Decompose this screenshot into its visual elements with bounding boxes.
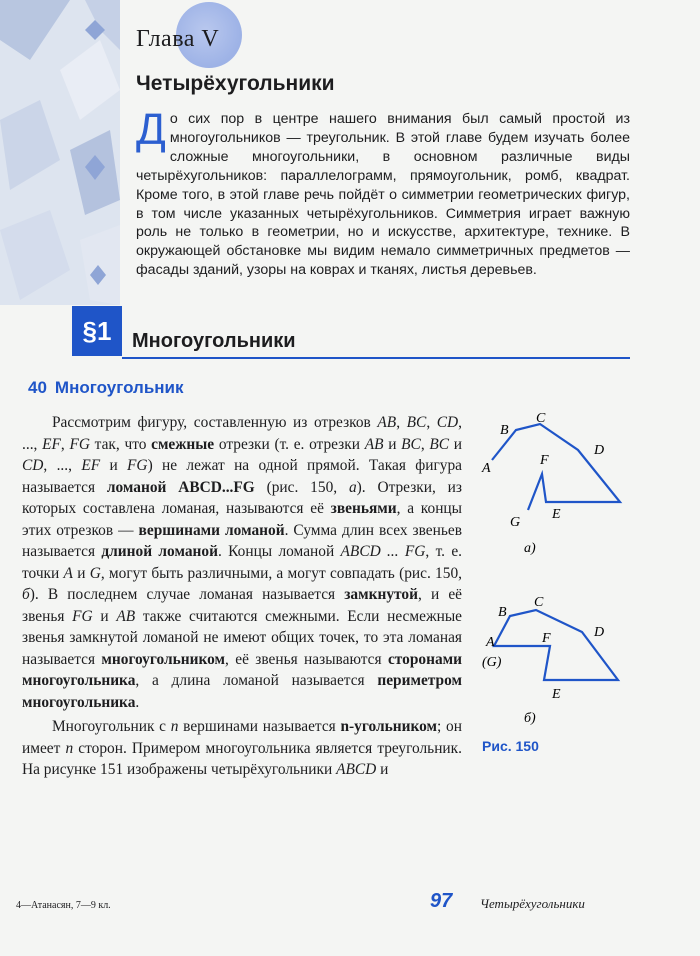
text-run: . bbox=[135, 693, 140, 711]
polygon-closed bbox=[494, 610, 618, 680]
text-run: отрезки (т. е. отрезки bbox=[214, 435, 365, 453]
text-run: так, что bbox=[89, 435, 152, 453]
text-run: AB bbox=[377, 414, 397, 431]
running-title: Четырёхугольники bbox=[480, 896, 585, 911]
text-run: ). Отрезки, из которых составлена ломаная, называются её bbox=[22, 478, 462, 517]
text-run: BC bbox=[406, 414, 427, 431]
text-run: а bbox=[348, 478, 357, 496]
text-run: FG bbox=[127, 457, 148, 474]
text-run: также считаются смежными. Если несмежные звенья замкнутой ломаной не имеют общих точек, то эта ломаная называется bbox=[22, 607, 462, 668]
text-run: AB bbox=[116, 607, 136, 625]
text-run: G bbox=[89, 564, 101, 582]
text-run: , могут быть различными, а могут совпадать (рис. 150, bbox=[100, 564, 462, 582]
decorative-ornament bbox=[0, 0, 120, 305]
text-run: и bbox=[376, 761, 389, 778]
text-run: , bbox=[420, 435, 430, 453]
text-run: BC bbox=[401, 435, 421, 453]
text-run: ) не лежат на одной прямой. Такая фигура называется bbox=[22, 457, 462, 496]
text-run: , и её звенья bbox=[22, 586, 462, 625]
fig-a-label-B: B bbox=[500, 423, 509, 438]
text-run: замкнутой bbox=[344, 586, 418, 603]
fig-b-label-A: A bbox=[486, 635, 495, 650]
figure-caption: Рис. 150 bbox=[482, 738, 539, 754]
text-run: и bbox=[100, 457, 128, 474]
text-run: сторон. Примером многоугольника является треугольник. На рисунке 151 изображены четырёхугольники bbox=[22, 739, 462, 778]
text-run: и bbox=[449, 435, 462, 453]
fig-a-sublabel: а) bbox=[524, 541, 536, 556]
intro-dropcap: Д bbox=[136, 105, 166, 154]
intro-text: о сих пор в центре нашего внимания был самый простой из многоугольников — треугольник. В этой главе будем изучать более сложные многоугольники, в основном различные виды четырёхугольников: параллелограмм, прямоугольник, ромб, квадрат. Кроме того, в этой главе речь пойдёт о симметрии геометрических фигур, в том числе указанных четырёхугольников. Симметрия играет важную роль не только в геометрии, но и искусстве, архитектуре, технике. В окружающей обстановке мы видим немало симметричных предметов — фасады зданий, узоры на коврах и тканях, листья деревьев. bbox=[136, 111, 630, 279]
body-paragraph-2 bbox=[22, 716, 462, 781]
text-run: Многоугольник с bbox=[52, 718, 171, 735]
text-run: ломаной ABCD...FG bbox=[106, 478, 255, 496]
fig-b-label-D: D bbox=[594, 625, 605, 640]
body-paragraph-1 bbox=[22, 412, 462, 713]
chapter-title: Четырёхугольники bbox=[136, 72, 335, 95]
page-number: 97 bbox=[430, 890, 453, 912]
text-run: n bbox=[65, 739, 74, 757]
fig-b-label-B: B bbox=[498, 605, 507, 620]
fig-b-sublabel: б) bbox=[524, 711, 536, 726]
section-badge: §1 bbox=[72, 306, 122, 356]
text-run: , ..., bbox=[43, 457, 82, 474]
text-run: многоугольником bbox=[101, 650, 226, 668]
text-run: (рис. 150, bbox=[254, 478, 349, 496]
text-run: ABCD ... FG bbox=[340, 543, 426, 560]
fig-b-label-C: C bbox=[534, 595, 544, 610]
text-run: , а концы этих отрезков — bbox=[22, 500, 463, 539]
text-run: , её звенья называются bbox=[225, 650, 388, 668]
text-run: EF bbox=[81, 457, 101, 474]
fig-b-label-G: (G) bbox=[482, 655, 502, 670]
text-run: n bbox=[170, 718, 179, 735]
chapter-intro bbox=[136, 105, 630, 280]
text-run: , ..., bbox=[22, 414, 462, 453]
text-run: вершинами ломаной bbox=[138, 521, 285, 539]
paragraph-title: Многоугольник bbox=[54, 378, 184, 397]
text-run: CD bbox=[436, 414, 459, 431]
text-run: вершинами называется bbox=[178, 718, 341, 735]
text-run: CD bbox=[22, 457, 44, 474]
text-run: сторонами многоугольника bbox=[22, 650, 462, 689]
fig-b-label-F: F bbox=[542, 631, 551, 646]
text-run: FG bbox=[69, 435, 90, 453]
text-run: , bbox=[60, 435, 70, 453]
fig-a-label-C: C bbox=[536, 411, 546, 426]
section-title: Многоугольники bbox=[132, 330, 296, 352]
fig-a-label-F: F bbox=[540, 453, 549, 468]
text-run: AB bbox=[364, 435, 384, 453]
text-run: , bbox=[426, 414, 437, 431]
text-run: , а длина ломаной называется bbox=[135, 672, 378, 689]
fig-a-label-D: D bbox=[594, 443, 605, 458]
text-run: , т. е. точки bbox=[22, 543, 463, 582]
text-run: смежные bbox=[151, 435, 215, 453]
text-run: EF bbox=[42, 435, 61, 453]
body-text bbox=[22, 412, 462, 781]
text-run: , bbox=[396, 414, 407, 431]
text-run: и bbox=[72, 564, 90, 582]
text-run: BC bbox=[429, 435, 450, 453]
fig-b-label-E: E bbox=[552, 687, 561, 702]
text-run: длиной ломаной bbox=[101, 543, 218, 560]
text-run: и bbox=[383, 435, 402, 453]
fig-a-label-E: E bbox=[552, 507, 561, 522]
text-run: звеньями bbox=[330, 500, 397, 517]
paragraph-heading bbox=[28, 378, 184, 398]
fig-a-label-G: G bbox=[510, 515, 521, 530]
text-run: . Сумма длин всех звеньев называется bbox=[22, 521, 462, 560]
paragraph-number: 40 bbox=[28, 378, 47, 397]
text-run: ABCD bbox=[336, 761, 377, 778]
text-run: периметром многоугольника bbox=[22, 672, 462, 711]
text-run: б bbox=[22, 586, 30, 603]
text-run: ). В последнем случае ломаная называется bbox=[29, 586, 345, 603]
chapter-label: Глава V bbox=[136, 26, 220, 52]
text-run: . Концы ломаной bbox=[217, 543, 341, 560]
text-run: Рассмотрим фигуру, составленную из отрезков bbox=[52, 414, 378, 431]
fig-a-label-A: A bbox=[482, 461, 491, 476]
text-run: и bbox=[92, 607, 117, 625]
figure-150 bbox=[478, 410, 638, 740]
text-run: n-угольником bbox=[340, 718, 438, 735]
text-run: ; он имеет bbox=[22, 718, 462, 757]
text-run: FG bbox=[72, 607, 93, 625]
text-run: A bbox=[63, 564, 73, 582]
section-rule bbox=[122, 357, 630, 359]
polyline-open bbox=[492, 424, 620, 510]
footer-imprint: 4—Атанасян, 7—9 кл. bbox=[16, 900, 111, 911]
